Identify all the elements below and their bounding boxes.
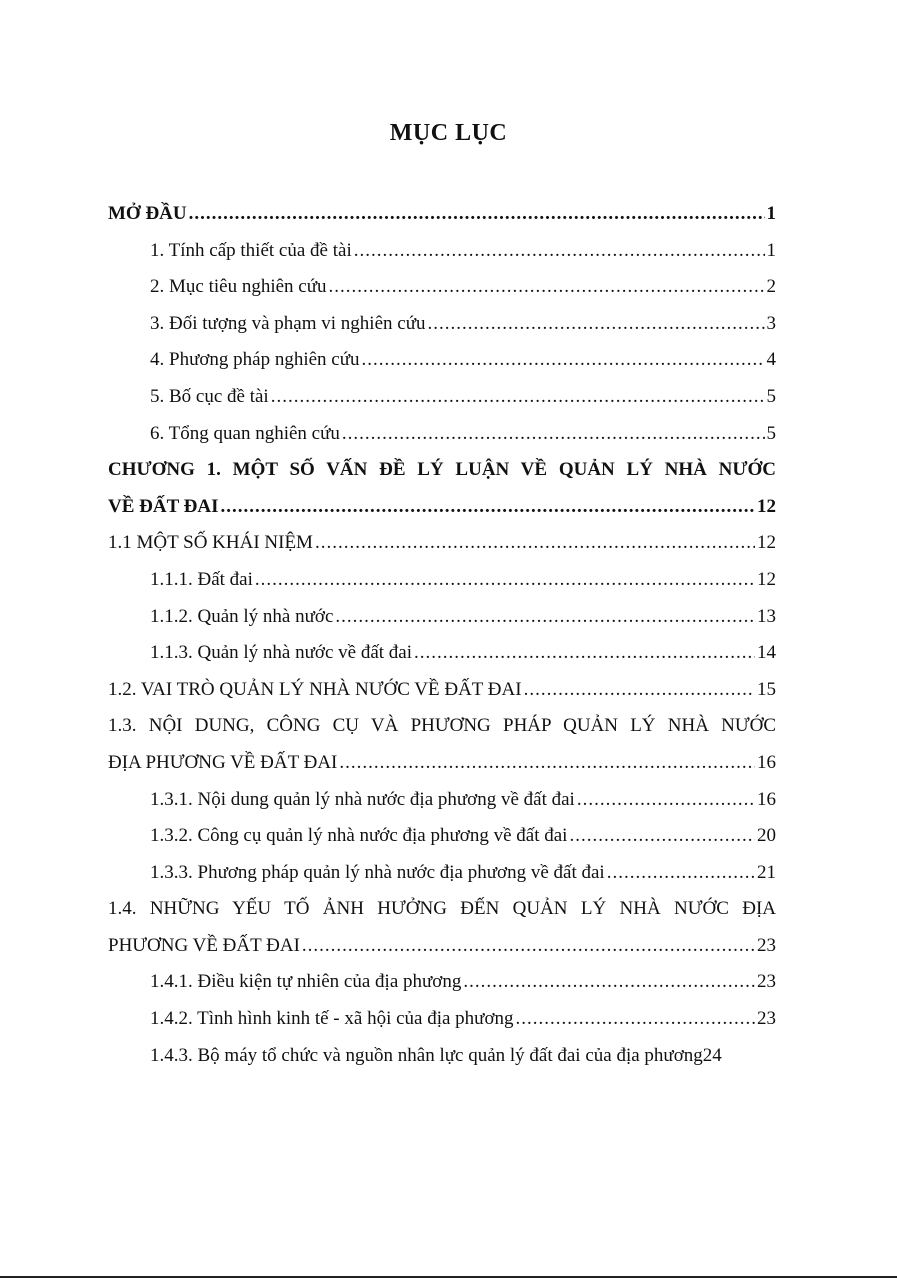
toc-leader [255,562,755,599]
toc-entry[interactable] [108,635,776,672]
toc-entry-text: 1.3.2. Công cụ quản lý nhà nước địa phương về đất đai [150,825,568,847]
toc-entry-text: 1.4.3. Bộ máy tổ chức và nguồn nhân lực quản lý đất đai của địa phương [150,1044,703,1066]
toc-entry[interactable] [108,489,776,526]
toc-entry[interactable] [108,562,776,599]
toc-page-number: 23 [757,934,776,956]
toc-leader [221,489,755,526]
toc-entry[interactable] [108,379,776,416]
toc-entry-text: PHƯƠNG VỀ ĐẤT ĐAI [108,934,300,956]
toc-entry[interactable] [108,416,776,453]
toc-leader [302,928,755,965]
toc-entry[interactable] [108,1038,776,1075]
toc-entry-text: 2. Mục tiêu nghiên cứu [150,276,327,298]
toc-leader [463,964,755,1001]
toc-entry-text: 1.4. NHỮNG YẾU TỐ ẢNH HƯỞNG ĐẾN QUẢN LÝ NHÀ NƯỚC ĐỊA [108,898,776,920]
toc-entry-text: 1.4.1. Điều kiện tự nhiên của địa phương [150,971,462,993]
toc-leader [362,342,765,379]
toc-page-number: 20 [757,825,776,847]
toc-leader [339,745,755,782]
toc-page-number: 12 [757,568,776,590]
toc-page-number: 4 [766,349,776,371]
toc-entry[interactable] [108,928,776,965]
toc-entry[interactable] [108,306,776,343]
toc-page-number: 16 [757,788,776,810]
toc-leader [516,1001,755,1038]
toc-entry-text: 1.3.1. Nội dung quản lý nhà nước địa phương về đất đai [150,788,575,810]
toc-leader [335,599,755,636]
toc-page-number: 5 [766,422,776,444]
toc-entry[interactable] [108,964,776,1001]
toc-entry-text: 1.1 MỘT SỐ KHÁI NIỆM [108,532,313,554]
toc-leader [189,196,765,233]
table-of-contents [108,196,776,1074]
toc-entry[interactable] [108,855,776,892]
toc-entry[interactable] [108,782,776,819]
toc-page-number: 15 [757,678,776,700]
toc-entry-text: ĐỊA PHƯƠNG VỀ ĐẤT ĐAI [108,751,338,773]
toc-leader [607,855,755,892]
page-title: MỤC LỤC [389,120,508,146]
toc-entry-text: 4. Phương pháp nghiên cứu [150,349,360,371]
toc-entry[interactable] [108,891,776,928]
toc-entry-text: 1.4.2. Tình hình kinh tế - xã hội của địa phương [150,1008,514,1030]
toc-leader [329,269,765,306]
toc-entry-text: 1.3.3. Phương pháp quản lý nhà nước địa phương về đất đai [150,861,605,883]
toc-entry[interactable] [108,196,776,233]
toc-page-number: 23 [757,971,776,993]
toc-leader [577,782,755,819]
toc-entry[interactable] [108,708,776,745]
toc-entry-text: CHƯƠNG 1. MỘT SỐ VẤN ĐỀ LÝ LUẬN VỀ QUẢN LÝ NHÀ NƯỚC [108,459,776,481]
toc-page-number: 5 [766,385,776,407]
toc-entry-text: 1. Tính cấp thiết của đề tài [150,239,352,261]
toc-page-number: 13 [757,605,776,627]
toc-leader [569,818,755,855]
toc-leader [354,233,765,270]
toc-entry-text: VỀ ĐẤT ĐAI [108,495,219,517]
toc-entry-text: 1.1.1. Đất đai [150,568,253,590]
toc-page-number: 23 [757,1008,776,1030]
toc-entry[interactable] [108,672,776,709]
toc-entry-text: 5. Bố cục đề tài [150,385,269,407]
toc-page-number: 21 [757,861,776,883]
bottom-rule [0,1276,897,1278]
toc-page-number: 1 [766,203,776,224]
toc-page-number: 16 [757,751,776,773]
toc-page-number: 1 [766,239,776,261]
toc-leader [271,379,765,416]
toc-page-number: 12 [757,495,776,517]
toc-entry-text: 1.1.2. Quản lý nhà nước [150,605,334,627]
toc-leader [524,672,755,709]
toc-entry[interactable] [108,745,776,782]
toc-entry-text: MỞ ĐẦU [108,203,187,224]
toc-leader [315,525,755,562]
toc-entry-text: 1.2. VAI TRÒ QUẢN LÝ NHÀ NƯỚC VỀ ĐẤT ĐAI [108,678,522,700]
toc-entry[interactable] [108,599,776,636]
toc-page-number: 12 [757,532,776,554]
toc-entry-text: 3. Đối tượng và phạm vi nghiên cứu [150,312,426,334]
toc-entry[interactable] [108,1001,776,1038]
toc-leader [428,306,765,343]
toc-page-number: 14 [757,642,776,664]
toc-entry[interactable] [108,525,776,562]
toc-entry-text: 1.3. NỘI DUNG, CÔNG CỤ VÀ PHƯƠNG PHÁP QUẢN LÝ NHÀ NƯỚC [108,715,776,737]
toc-entry[interactable] [108,452,776,489]
toc-entry[interactable] [108,269,776,306]
toc-entry-text: 1.1.3. Quản lý nhà nước về đất đai [150,642,413,664]
toc-page-number: 3 [766,312,776,334]
toc-leader [414,635,755,672]
toc-leader [342,416,765,453]
toc-entry[interactable] [108,342,776,379]
toc-entry[interactable] [108,818,776,855]
toc-page-number: 2 [766,276,776,298]
toc-entry[interactable] [108,233,776,270]
toc-page-number: 24 [702,1044,722,1066]
toc-entry-text: 6. Tổng quan nghiên cứu [150,422,340,444]
